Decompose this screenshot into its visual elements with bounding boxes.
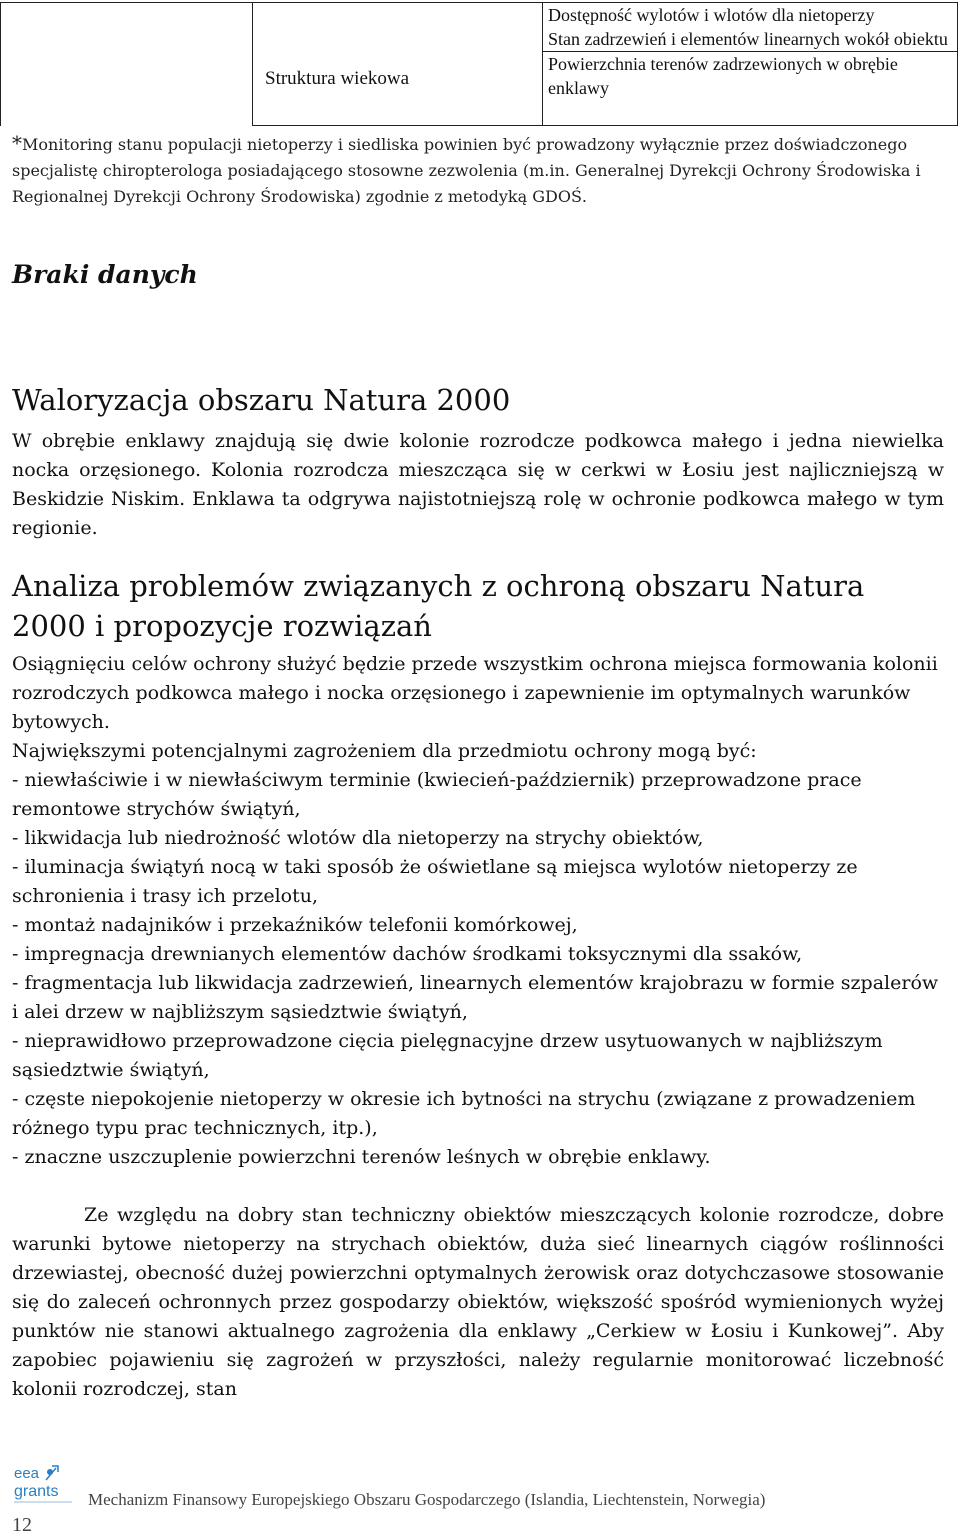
table-cell-items [542,2,958,126]
closing-paragraph: Ze względu na dobry stan techniczny obiektów mieszczących kolonie rozrodcze, dobre warunki bytowe nietoperzy na strychach obiektów, duża sieć linearnych ciągów roślinności drzewiastej, obecność dużej powierzchni optymalnych żerowisk oraz dotychczasowe stosowanie się do zaleceń ochronnych przez gospodarzy obiektów, większość spośród wymienionych wyżej punktów nie stanowi aktualnego zagrożenia dla enklawy „Cerkiew w Łosiu i Kunkowej”. Aby zapobiec pojawieniu się zagrożeń w przyszłości, należy regularnie monitorować liczebność kolonii rozrodczej, stan [12,1204,944,1400]
footnote-asterisk: * [12,131,22,155]
list-item: - iluminacja świątyń nocą w taki sposób że oświetlane są miejsca wylotów nietoperzy ze schronienia i trasy ich przelotu, [12,856,858,907]
list-item: - częste niepokojenie nietoperzy w okresie ich bytności na strychu (związane z prowadzeniem różnego typu prac technicznych, itp.), [12,1088,916,1139]
criteria-table-fragment [0,2,958,126]
threats-list [12,766,944,1172]
list-item: - znaczne uszczuplenie powierzchni terenów leśnych w obrębie enklawy. [12,1146,711,1168]
footer-text: Mechanizm Finansowy Europejskiego Obszaru Gospodarczego (Islandia, Liechtenstein, Norwegia) [88,1490,766,1509]
monitoring-footnote [12,130,947,210]
list-item: - nieprawidłowo przeprowadzone cięcia pielęgnacyjne drzew usytuowanych w najbliższym sąsiedztwie świątyń, [12,1030,883,1081]
list-item: - impregnacja drewnianych elementów dachów środkami toksycznymi dla ssaków, [12,943,803,965]
svg-text:grants: grants [14,1483,59,1500]
list-item: - fragmentacja lub likwidacja zadrzewień, linearnych elementów krajobrazu w formie szpalerów i alei drzew w najbliższym sąsiedztwie świątyń, [12,972,939,1023]
section-heading-analiza: Analiza problemów związanych z ochroną obszaru Natura 2000 i propozycje rozwiązań [12,569,865,643]
table-item: Dostępność wylotów i wlotów dla nietoperzy [548,5,875,25]
analiza-intro: Osiągnięciu celów ochrony służyć będzie przede wszystkim ochrona miejsca formowania kolonii rozrodczych podkowca małego i nocka orzęsionego i zapewnienie im optymalnych warunków bytowych. [12,653,938,733]
analiza-body [12,650,944,1172]
waloryzacja-paragraph: W obrębie enklawy znajdują się dwie kolonie rozrodcze podkowca małego i jedna niewielka nocka orzęsionego. Kolonia rozrodcza mieszcząca się w cerkwi w Łosiu jest najliczniejszą w Beskidzie Niskim. Enklawa ta odgrywa najistotniejszą rolę w ochronie podkowca małego w tym regionie. [12,430,944,539]
table-item: Powierzchnia terenów zadrzewionych w obrębie enklawy [548,54,898,98]
threats-intro: Największymi potencjalnymi zagrożeniem dla przedmiotu ochrony mogą być: [12,740,757,762]
row-label: Struktura wiekowa [265,68,410,89]
table-cell-label [252,2,542,126]
eea-grants-logo-icon [12,1462,78,1506]
missing-data-heading: Braki danych [12,260,198,289]
list-item: - likwidacja lub niedrożność wlotów dla nietoperzy na strychy obiektów, [12,827,704,849]
table-cell-empty [0,2,252,126]
table-item: Stan zadrzewień i elementów linearnych wokół obiektu [543,27,957,52]
section-heading-waloryzacja: Waloryzacja obszaru Natura 2000 [12,383,511,417]
page-number: 12 [12,1514,32,1536]
footnote-text: Monitoring stanu populacji nietoperzy i siedliska powinien być prowadzony wyłącznie przez doświadczonego specjalistę chiropterologa posiadającego stosowne zezwolenia (m.in. Generalnej Dyrekcji Ochrony Środowiska i Regionalnej Dyrekcji Ochrony Środowiska) zgodnie z metodyką GDOŚ. [12,135,921,206]
svg-text:eea: eea [14,1465,40,1482]
list-item: - niewłaściwie i w niewłaściwym terminie (kwiecień-październik) przeprowadzone prace remontowe strychów świątyń, [12,769,862,820]
list-item: - montaż nadajników i przekaźników telefonii komórkowej, [12,914,578,936]
eea-grants-logo [12,1462,78,1506]
